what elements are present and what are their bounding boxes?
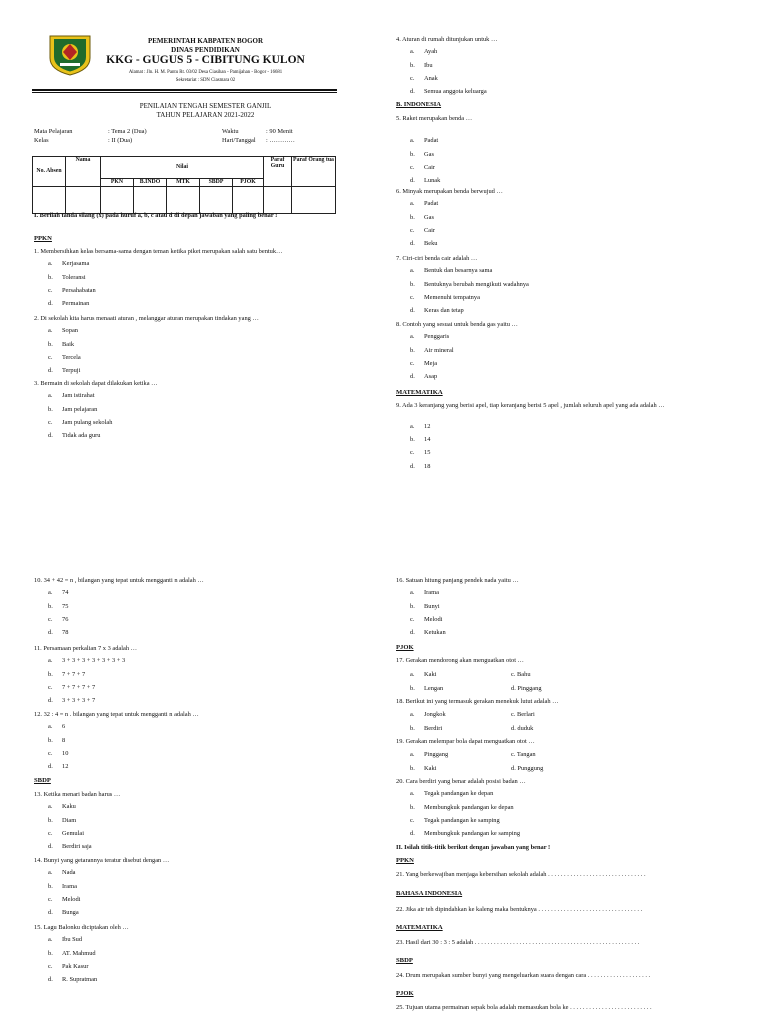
option-letter: a. xyxy=(410,267,415,274)
header-pkn: PKN xyxy=(101,179,134,187)
option-letter: a. xyxy=(48,327,53,334)
option-text: Lengan xyxy=(424,685,444,692)
option-text: Padat xyxy=(424,200,439,207)
header-department: DINAS PENDIDIKAN xyxy=(171,46,240,54)
option-text: Toleransi xyxy=(62,274,86,281)
question-text: 16. Satuan hitung panjang pendek nada yaitu … xyxy=(396,577,519,584)
option-letter: c. xyxy=(48,830,53,837)
option-text: Sopan xyxy=(62,327,78,334)
option-text: Nada xyxy=(62,869,76,876)
option-text: c. Tangan xyxy=(511,751,536,758)
option-letter: d. xyxy=(48,629,53,636)
header-mtk: MTK xyxy=(167,179,200,187)
option-text: 12 xyxy=(62,763,69,770)
option-letter: a. xyxy=(410,333,415,340)
header-divider-thin xyxy=(32,92,337,93)
option-letter: d. xyxy=(410,307,415,314)
fill-question: 24. Drum merupakan sumber bunyi yang mengeluarkan suara dengan cara . . . . . . . . . . . . . . . . . . . . xyxy=(396,972,651,979)
option-letter: d. xyxy=(48,976,53,983)
section-heading: PPKN xyxy=(34,235,52,242)
section-heading: SBDP xyxy=(34,777,51,784)
question-text: 3. Bermain di sekolah dapat dilakukan ketika … xyxy=(34,380,158,387)
option-letter: a. xyxy=(410,137,415,144)
option-text: 75 xyxy=(62,603,69,610)
option-letter: d. xyxy=(410,463,415,470)
option-letter: b. xyxy=(410,151,415,158)
option-letter: d. xyxy=(410,373,415,380)
option-text: Diam xyxy=(62,817,77,824)
option-text: Bentuknya berubah mengikuti wadahnya xyxy=(424,281,529,288)
option-text: Tidak ada guru xyxy=(62,432,101,439)
option-text: 12 xyxy=(424,423,431,430)
option-letter: d. xyxy=(48,367,53,374)
question-text: 2. Di sekolah kita harus menaati aturan , melanggar aturan merupakan tindakan yang … xyxy=(34,315,259,322)
option-text: Semua anggota keluarga xyxy=(424,88,487,95)
option-text: 8 xyxy=(62,737,66,744)
header-paraf-ortu: Paraf Orang tua xyxy=(292,157,336,187)
option-text: Kaku xyxy=(62,803,76,810)
option-text: Persahabatan xyxy=(62,287,96,294)
cell-sbdp xyxy=(200,187,233,214)
option-letter: c. xyxy=(410,294,415,301)
date-label: Hari/Tanggal xyxy=(222,137,256,144)
option-text: Memenuhi tempatnya xyxy=(424,294,480,301)
question-text: 1. Membersihkan kelas bersama-sama dengan teman ketika piket merupakan salah satu bentuk… xyxy=(34,248,283,255)
option-letter: b. xyxy=(48,341,53,348)
option-letter: b. xyxy=(48,817,53,824)
option-letter: c. xyxy=(48,684,53,691)
option-text: Ayah xyxy=(424,48,438,55)
option-letter: d. xyxy=(410,88,415,95)
question-text: 18. Berikut ini yang termasuk gerakan menekuk lutut adalah … xyxy=(396,698,559,705)
option-letter: b. xyxy=(48,883,53,890)
option-letter: b. xyxy=(410,62,415,69)
option-letter: d. xyxy=(48,843,53,850)
grade-table xyxy=(32,156,336,214)
option-letter: a. xyxy=(410,671,415,678)
section-heading: SBDP xyxy=(396,957,413,964)
option-letter: c. xyxy=(48,354,53,361)
option-letter: c. xyxy=(410,227,415,234)
header-pjok: PJOK xyxy=(233,179,264,187)
option-letter: a. xyxy=(48,723,53,730)
time-value: : 90 Menit xyxy=(266,128,293,135)
header-kkg: KKG - GUGUS 5 - CIBITUNG KULON xyxy=(106,54,305,66)
question-text: 6. Minyak merupakan benda berwujud … xyxy=(396,188,503,195)
option-text: d. duduk xyxy=(511,725,534,732)
option-text: R. Supratman xyxy=(62,976,98,983)
cell-bindo xyxy=(134,187,167,214)
option-text: d. Pinggang xyxy=(511,685,542,692)
section-heading: MATEMATIKA xyxy=(396,389,443,396)
cell-paraf-ortu xyxy=(292,187,336,214)
question-text: 15. Lagu Balonku diciptakan oleh … xyxy=(34,924,129,931)
option-letter: d. xyxy=(48,697,53,704)
option-text: Asap xyxy=(424,373,438,380)
cell-no-absen xyxy=(33,187,66,214)
option-letter: d. xyxy=(410,830,415,837)
question-text: 4. Aturan di rumah ditunjukan untuk … xyxy=(396,36,498,43)
option-letter: b. xyxy=(410,725,415,732)
option-text: c. Berlari xyxy=(511,711,535,718)
option-text: 18 xyxy=(424,463,431,470)
option-text: Penggaris xyxy=(424,333,450,340)
cell-mtk xyxy=(167,187,200,214)
section-heading: PJOK xyxy=(396,990,414,997)
option-letter: a. xyxy=(48,869,53,876)
option-text: Gas xyxy=(424,151,434,158)
question-text: 11. Persamaan perkalian 7 x 3 adalah … xyxy=(34,645,138,652)
date-value: : ………… xyxy=(266,137,295,144)
option-text: Baik xyxy=(62,341,75,348)
option-letter: c. xyxy=(48,963,53,970)
option-letter: a. xyxy=(410,589,415,596)
option-text: Keras dan tetap xyxy=(424,307,464,314)
exam-year: TAHUN PELAJARAN 2021-2022 xyxy=(156,111,255,119)
fill-question: 25. Tujuan utama permainan sepak bola adalah memasukan bola ke . . . . . . . . . . . . . . . . . . . . . . . . . . xyxy=(396,1004,652,1011)
option-letter: a. xyxy=(48,392,53,399)
option-letter: a. xyxy=(48,260,53,267)
option-letter: b. xyxy=(48,950,53,957)
option-letter: c. xyxy=(410,164,415,171)
option-text: Terpuji xyxy=(62,367,81,374)
option-text: Beku xyxy=(424,240,438,247)
option-text: Melodi xyxy=(424,616,443,623)
option-letter: b. xyxy=(48,603,53,610)
subject-value: : Tema 2 (Dua) xyxy=(108,128,147,135)
option-text: 3 + 3 + 3 + 3 + 3 + 3 + 3 xyxy=(62,657,126,664)
option-text: Berdiri xyxy=(424,725,443,732)
header-nilai: Nilai xyxy=(101,157,264,179)
option-text: Lunak xyxy=(424,177,441,184)
option-letter: a. xyxy=(410,751,415,758)
question-text: 7. Ciri-ciri benda cair adalah … xyxy=(396,255,478,262)
option-letter: b. xyxy=(410,685,415,692)
option-letter: c. xyxy=(410,360,415,367)
section-heading: PJOK xyxy=(396,644,414,651)
question-text: 17. Gerakan mendorong akan menguatkan otot … xyxy=(396,657,524,664)
option-text: Jam pulang sekolah xyxy=(62,419,113,426)
option-letter: b. xyxy=(410,347,415,354)
option-text: Ibu Sud xyxy=(62,936,83,943)
option-letter: b. xyxy=(410,436,415,443)
time-label: Waktu xyxy=(222,128,239,135)
option-letter: c. xyxy=(48,419,53,426)
option-letter: d. xyxy=(410,629,415,636)
option-text: Gas xyxy=(424,214,434,221)
header-secretariat: Sekretariat : SDN Ciasmara 02 xyxy=(175,78,236,83)
header-nama: Nama xyxy=(66,157,101,187)
question-text: 20. Cara berdiri yang benar adalah posisi badan … xyxy=(396,778,526,785)
option-text: Cair xyxy=(424,227,436,234)
option-letter: b. xyxy=(410,281,415,288)
question-text: 10. 34 + 42 = n , bilangan yang tepat untuk mengganti n adalah … xyxy=(34,577,204,584)
question-text: 5. Raket merupakan benda … xyxy=(396,115,473,122)
option-text: Ibu xyxy=(424,62,433,69)
option-letter: d. xyxy=(48,909,53,916)
option-letter: d. xyxy=(48,763,53,770)
cell-pjok xyxy=(233,187,264,214)
option-text: Pinggang xyxy=(424,751,449,758)
subject-label: Mata Pelajaran xyxy=(34,128,73,135)
option-letter: a. xyxy=(410,423,415,430)
kabupaten-bogor-logo xyxy=(46,32,94,76)
option-letter: a. xyxy=(48,657,53,664)
option-text: Jam pelajaran xyxy=(62,406,98,413)
header-divider xyxy=(32,89,337,91)
section-heading: MATEMATIKA xyxy=(396,924,443,931)
question-text: 8. Contoh yang sesuai untuk benda gas yaitu … xyxy=(396,321,518,328)
option-letter: c. xyxy=(48,616,53,623)
option-text: d. Punggung xyxy=(511,765,544,772)
option-text: Tegak pandangan ke depan xyxy=(424,790,494,797)
option-letter: b. xyxy=(48,406,53,413)
option-letter: a. xyxy=(410,200,415,207)
section-heading: B. INDONESIA xyxy=(396,101,442,108)
option-text: Membungkuk pandangan ke samping xyxy=(424,830,521,837)
option-text: Kaki xyxy=(424,765,437,772)
option-text: 76 xyxy=(62,616,69,623)
option-letter: d. xyxy=(410,177,415,184)
option-text: 15 xyxy=(424,449,431,456)
option-letter: b. xyxy=(410,765,415,772)
option-letter: a. xyxy=(410,711,415,718)
option-letter: c. xyxy=(410,817,415,824)
header-sbdp: SBDP xyxy=(200,179,233,187)
option-text: 6 xyxy=(62,723,66,730)
option-letter: a. xyxy=(410,48,415,55)
option-text: Meja xyxy=(424,360,438,367)
option-letter: c. xyxy=(48,896,53,903)
option-text: Bunga xyxy=(62,909,79,916)
instruction-2: II. Isilah titik-titik berikut dengan jawaban yang benar ! xyxy=(396,844,551,851)
cell-pkn xyxy=(101,187,134,214)
option-letter: a. xyxy=(48,589,53,596)
fill-question: 23. Hasil dari 30 : 3 : 5 adalah . . . . . . . . . . . . . . . . . . . . . . . . . . . . . . . . . . . . . . . . . . . . . . . . . . . . xyxy=(396,939,640,946)
option-text: Permainan xyxy=(62,300,90,307)
option-text: Padat xyxy=(424,137,439,144)
option-letter: b. xyxy=(410,603,415,610)
option-letter: a. xyxy=(410,790,415,797)
option-text: Bentuk dan besarnya sama xyxy=(424,267,493,274)
option-letter: b. xyxy=(48,737,53,744)
exam-title: PENILAIAN TENGAH SEMESTER GANJIL xyxy=(139,102,272,110)
option-text: Membungkuk pandangan ke depan xyxy=(424,804,514,811)
option-letter: d. xyxy=(48,432,53,439)
option-text: Berdiri saja xyxy=(62,843,92,850)
question-text: 13. Ketika menari badan harus … xyxy=(34,791,121,798)
option-text: 74 xyxy=(62,589,69,596)
option-text: Jam istirahat xyxy=(62,392,95,399)
option-text: AT. Mahmud xyxy=(62,950,96,957)
option-text: Air mineral xyxy=(424,347,454,354)
class-label: Kelas xyxy=(34,137,49,144)
section-heading: PPKN xyxy=(396,857,414,864)
option-text: Jongkok xyxy=(424,711,446,718)
option-text: 10 xyxy=(62,750,69,757)
option-letter: c. xyxy=(48,287,53,294)
option-letter: a. xyxy=(48,803,53,810)
option-letter: b. xyxy=(410,804,415,811)
header-government: PEMERINTAH KABPATEN BOGOR xyxy=(147,37,264,45)
cell-paraf-guru xyxy=(264,187,292,214)
option-text: 78 xyxy=(62,629,69,636)
option-letter: b. xyxy=(410,214,415,221)
option-letter: b. xyxy=(48,671,53,678)
option-text: 3 + 3 + 3 + 7 xyxy=(62,697,96,704)
option-text: Kaki xyxy=(424,671,437,678)
question-text: 12. 32 : 4 = n . bilangan yang tepat untuk mengganti n adalah … xyxy=(34,711,199,718)
fill-question: 22. Jika air teh dipindahkan ke kaleng maka bentuknya . . . . . . . . . . . . . . . . . . . . . . . . . . . . . . . . . xyxy=(396,906,643,913)
option-text: 14 xyxy=(424,436,431,443)
option-text: Anak xyxy=(424,75,438,82)
option-text: Tercela xyxy=(62,354,81,361)
option-letter: c. xyxy=(410,616,415,623)
header-paraf-guru: Paraf Guru xyxy=(264,157,292,187)
header-bindo: B.INDO xyxy=(134,179,167,187)
option-text: Pak Kasur xyxy=(62,963,89,970)
option-text: Gemulai xyxy=(62,830,85,837)
option-text: Cair xyxy=(424,164,436,171)
option-letter: d. xyxy=(48,300,53,307)
option-text: Irama xyxy=(62,883,77,890)
instruction-1: I. Berilah tanda silang (x) pada huruf a, b, c atau d di depan jawaban yang paling benar ! xyxy=(34,212,278,219)
option-text: 7 + 7 + 7 xyxy=(62,671,86,678)
option-text: Melodi xyxy=(62,896,81,903)
question-text: 9. Ada 3 keranjang yang berisi apel, tiap keranjang berisi 5 apel , jumlah seluruh apel yang ada adalah … xyxy=(396,402,665,409)
option-letter: c. xyxy=(410,449,415,456)
option-text: 7 + 7 + 7 + 7 xyxy=(62,684,96,691)
section-heading: BAHASA INDONESIA xyxy=(396,890,463,897)
class-value: : II (Dua) xyxy=(108,137,133,144)
option-text: c. Bahu xyxy=(511,671,531,678)
option-text: Kerjasama xyxy=(62,260,90,267)
fill-question: 21. Yang berkewajiban menjaga kebersihan sekolah adalah . . . . . . . . . . . . . . . . . . . . . . . . . . . . . . . xyxy=(396,871,646,878)
cell-nama xyxy=(66,187,101,214)
option-text: Ketukan xyxy=(424,629,446,636)
option-letter: d. xyxy=(410,240,415,247)
header-no-absen: No. Absen xyxy=(33,157,66,187)
option-text: Tegak pandangan ke samping xyxy=(424,817,500,824)
option-text: Bunyi xyxy=(424,603,440,610)
question-text: 19. Gerakan melempar bola dapat menguatkan otot … xyxy=(396,738,535,745)
question-text: 14. Bunyi yang getarannya teratur disebut dengan … xyxy=(34,857,170,864)
option-letter: b. xyxy=(48,274,53,281)
option-letter: c. xyxy=(48,750,53,757)
option-letter: c. xyxy=(410,75,415,82)
option-text: Irama xyxy=(424,589,439,596)
option-letter: a. xyxy=(48,936,53,943)
header-address: Alamat : Jln. H. M. Pantu Rt. 03/02 Desa Ciasihan - Pamijahan - Bogor - 16681 xyxy=(128,70,283,75)
